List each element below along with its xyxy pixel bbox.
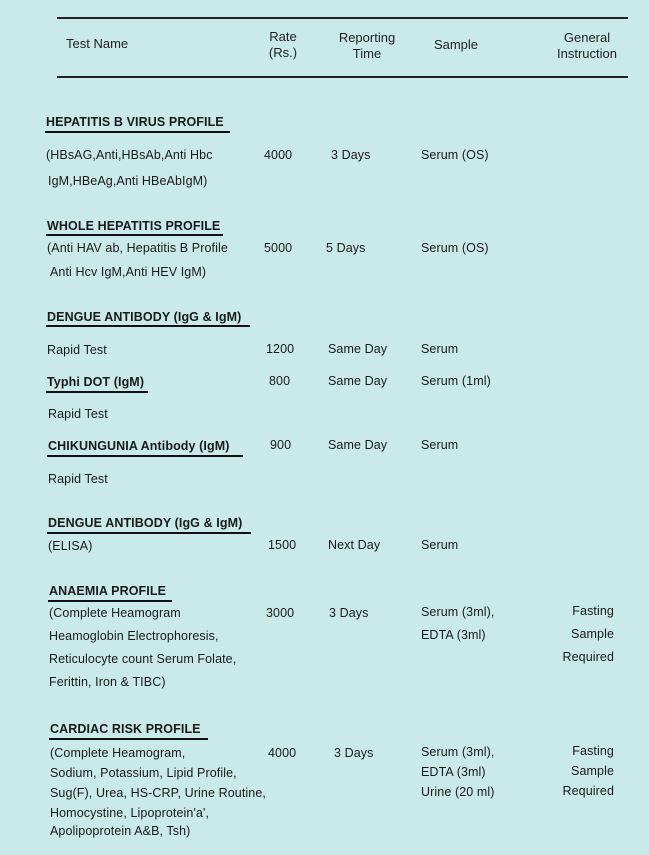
test-detail: Reticulocyte count Serum Folate, (49, 652, 237, 666)
test-detail: IgM,HBeAg,Anti HBeAbIgM) (48, 174, 208, 188)
instruction-value: Required (562, 650, 614, 664)
header-reporting-time (328, 30, 406, 62)
reporting-time-value: 3 Days (331, 148, 371, 162)
title-underline (48, 600, 172, 602)
header-instruction-line2: Instruction (557, 46, 617, 61)
instruction-value: Sample (571, 627, 614, 641)
test-detail: Ferittin, Iron & TIBC) (49, 675, 166, 689)
test-detail: Rapid Test (47, 343, 107, 357)
title-underline (47, 532, 251, 534)
test-detail: Homocystine, Lipoprotein'a', (50, 806, 210, 820)
rate-value: 4000 (264, 148, 293, 162)
sample-value: Serum (OS) (421, 148, 489, 162)
rate-value: 800 (269, 374, 291, 388)
test-title-dengue-rapid: DENGUE ANTIBODY (IgG & IgM) (47, 310, 242, 324)
title-underline (46, 325, 250, 327)
header-test-name: Test Name (66, 36, 129, 51)
header-reporting-line1: Reporting (338, 30, 396, 45)
sample-value: Serum (421, 538, 459, 552)
header-rate-line1: Rate (269, 29, 297, 44)
sample-value: Serum (1ml) (421, 374, 491, 388)
header-sample: Sample (433, 37, 479, 52)
title-underline (46, 391, 148, 393)
reporting-time-value: Next Day (328, 538, 381, 552)
sample-value: Serum (3ml), (421, 605, 495, 619)
sample-value: Serum (OS) (421, 241, 489, 255)
test-detail: (Anti HAV ab, Hepatitis B Profile (47, 241, 228, 255)
test-detail: Apolipoprotein A&B, Tsh) (50, 824, 191, 838)
test-title-anaemia: ANAEMIA PROFILE (49, 584, 167, 598)
sample-value: Serum (421, 438, 459, 452)
title-underline (46, 234, 223, 236)
test-detail: Sodium, Potassium, Lipid Profile, (50, 766, 237, 780)
test-detail: Anti Hcv IgM,Anti HEV IgM) (50, 265, 207, 279)
rate-value: 1200 (266, 342, 295, 356)
test-title-whole-hepatitis: WHOLE HEPATITIS PROFILE (47, 219, 221, 233)
rate-value: 4000 (268, 746, 297, 760)
header-rate-line2: (Rs.) (268, 45, 298, 60)
reporting-time-value: 3 Days (329, 606, 369, 620)
rate-value: 5000 (264, 241, 293, 255)
reporting-time-value: Same Day (328, 438, 388, 452)
sample-value: EDTA (3ml) (421, 628, 486, 642)
test-detail: Rapid Test (48, 472, 108, 486)
reporting-time-value: 5 Days (326, 241, 366, 255)
test-title-chikungunia: CHIKUNGUNIA Antibody (IgM) (48, 439, 230, 453)
sample-value: Serum (3ml), (421, 745, 495, 759)
test-title-typhi-dot: Typhi DOT (IgM) (47, 375, 145, 389)
reporting-time-value: 3 Days (334, 746, 374, 760)
header-top-rule (57, 17, 628, 19)
test-detail: (Complete Heamogram (49, 606, 181, 620)
sample-value: EDTA (3ml) (421, 765, 486, 779)
rate-value: 900 (270, 438, 292, 452)
instruction-value: Fasting (572, 744, 614, 758)
test-detail: Sug(F), Urea, HS-CRP, Urine Routine, (50, 786, 266, 800)
instruction-value: Required (562, 784, 614, 798)
rate-value: 3000 (266, 606, 295, 620)
test-detail: Rapid Test (48, 407, 108, 421)
instruction-value: Fasting (572, 604, 614, 618)
title-underline (45, 131, 230, 133)
sample-value: Serum (421, 342, 459, 356)
test-title-dengue-elisa: DENGUE ANTIBODY (IgG & IgM) (48, 516, 243, 530)
header-rate (258, 29, 308, 61)
test-detail: (Complete Heamogram, (50, 746, 186, 760)
reporting-time-value: Same Day (328, 342, 388, 356)
header-general-instruction (545, 30, 629, 62)
rate-value: 1500 (268, 538, 297, 552)
test-title-cardiac-risk: CARDIAC RISK PROFILE (50, 722, 201, 736)
header-instruction-line1: General (563, 30, 611, 45)
test-detail: (HBsAG,Anti,HBsAb,Anti Hbc (46, 148, 213, 162)
sample-value: Urine (20 ml) (421, 785, 495, 799)
test-detail: Heamoglobin Electrophoresis, (49, 629, 219, 643)
instruction-value: Sample (571, 764, 614, 778)
title-underline (47, 455, 243, 457)
reporting-time-value: Same Day (328, 374, 388, 388)
header-bottom-rule (57, 76, 628, 78)
test-title-hepatitis-b: HEPATITIS B VIRUS PROFILE (46, 115, 224, 129)
test-detail: (ELISA) (48, 539, 93, 553)
title-underline (49, 738, 208, 740)
header-reporting-line2: Time (352, 46, 382, 61)
